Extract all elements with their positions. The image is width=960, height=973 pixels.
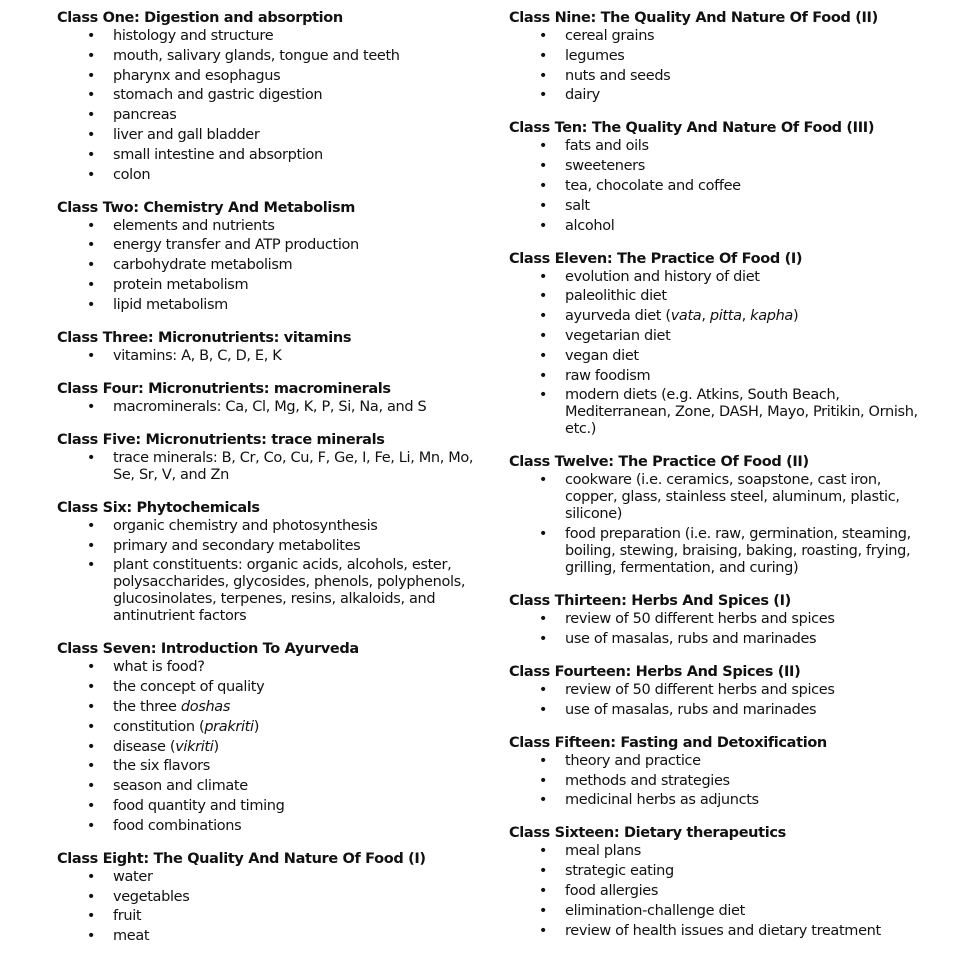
bullet-icon [538,158,548,175]
topic-text: energy transfer and ATP production [113,237,359,254]
bullet-icon [86,257,96,274]
bullet-icon [86,659,96,676]
topic-text: elements and nutrients [113,217,275,234]
bullet-icon [538,348,548,365]
bullet-icon [86,28,96,45]
class-section [509,591,929,648]
bullet-icon [86,818,96,835]
topic-list [57,218,477,314]
topic-text: food allergies [565,882,659,899]
topic-item [509,178,929,195]
topic-list [509,472,929,577]
topic-text: elimination-challenge diet [565,902,745,919]
bullet-icon [538,87,548,104]
topic-text: mouth, salivary glands, tongue and teeth [113,47,400,64]
topic-text: what is food? [113,659,205,676]
topic-text: methods and strategies [565,772,730,789]
topic-item [57,538,477,555]
bullet-icon [538,387,548,404]
topic-item [57,147,477,164]
bullet-icon [538,611,548,628]
topic-item [57,167,477,184]
class-section [57,639,477,834]
topic-item [57,28,477,45]
topic-item [509,368,929,385]
topic-list [509,138,929,234]
topic-text: use of masalas, rubs and marinades [565,630,817,647]
bullet-icon [538,288,548,305]
topic-text: paleolithic diet [565,288,667,305]
class-section [509,249,929,439]
class-title: Class Ten: The Quality And Nature Of Food (III) [509,120,875,137]
topic-item [509,138,929,155]
class-section [57,379,477,416]
class-section [57,8,477,184]
topic-text: review of health issues and dietary treatment [565,922,881,939]
bullet-icon [86,679,96,696]
bullet-icon [86,348,96,365]
topic-text: meat [113,928,150,945]
topic-text: cereal grains [565,28,655,44]
bullet-icon [86,297,96,314]
topic-text: disease (vikriti) [113,738,219,755]
bullet-icon [538,68,548,85]
topic-text: pharynx and esophagus [113,67,281,84]
topic-text: water [113,868,153,885]
topic-text: colon [113,166,151,183]
topic-item [509,87,929,104]
topic-item [57,928,477,945]
topic-item [57,127,477,144]
bullet-icon [86,399,96,416]
topic-list [57,518,477,626]
class-title: Class Eleven: The Practice Of Food (I) [509,250,803,267]
bullet-icon [538,863,548,880]
topic-item [509,863,929,880]
topic-item [509,68,929,85]
topic-text: stomach and gastric digestion [113,87,323,104]
topic-text: fats and oils [565,138,649,155]
topic-item [57,699,477,716]
bullet-icon [538,903,548,920]
topic-item [57,399,477,416]
topic-list [509,269,929,439]
topic-item [57,758,477,775]
topic-item [57,87,477,104]
topic-item [509,883,929,900]
topic-item [57,719,477,736]
topic-item [57,450,477,484]
topic-item [509,48,929,65]
topic-item [57,237,477,254]
bullet-icon [86,237,96,254]
topic-text: evolution and history of diet [565,268,760,285]
class-title: Class Three: Micronutrients: vitamins [57,329,352,346]
class-section [509,733,929,810]
bullet-icon [86,167,96,184]
class-title: Class Eight: The Quality And Nature Of Food (I) [57,850,426,867]
topic-text: raw foodism [565,367,651,384]
topic-text: season and climate [113,778,248,795]
topic-item [509,631,929,648]
bullet-icon [538,218,548,235]
bullet-icon [538,753,548,770]
topic-item [509,198,929,215]
class-title: Class Thirteen: Herbs And Spices (I) [509,593,791,610]
topic-text: carbohydrate metabolism [113,257,293,274]
topic-text: lipid metabolism [113,296,228,313]
topic-list [57,399,477,416]
class-section [57,198,477,314]
topic-text: the three doshas [113,698,231,715]
bullet-icon [538,198,548,215]
topic-item [57,679,477,696]
topic-text: modern diets (e.g. Atkins, South Beach, Mediterranean, Zone, DASH, Mayo, Pritikin, Ornish, etc.) [565,387,918,438]
class-title: Class Five: Micronutrients: trace minerals [57,431,385,448]
topic-list [509,611,929,648]
class-section [509,823,929,939]
bullet-icon [86,889,96,906]
topic-item [57,257,477,274]
bullet-icon [538,368,548,385]
bullet-icon [86,798,96,815]
bullet-icon [86,908,96,925]
topic-text: theory and practice [565,752,701,769]
bullet-icon [538,792,548,809]
bullet-icon [86,87,96,104]
topic-item [57,798,477,815]
topic-item [509,923,929,940]
topic-item [57,818,477,835]
topic-text: tea, chocolate and coffee [565,177,741,194]
bullet-icon [86,778,96,795]
topic-text: meal plans [565,843,641,860]
topic-item [57,908,477,925]
topic-text: ayurveda diet (vata, pitta, kapha) [565,308,799,325]
topic-item [57,557,477,625]
topic-item [57,277,477,294]
bullet-icon [86,48,96,65]
topic-text: plant constituents: organic acids, alcohols, ester, polysaccharides, glycosides, phenols, polyphenols, glucosinolates, terpenes, resins, alkaloids, and antinutrient factors [113,557,466,625]
class-title: Class Fourteen: Herbs And Spices (II) [509,663,801,680]
bullet-icon [538,526,548,543]
bullet-icon [86,557,96,574]
bullet-icon [86,277,96,294]
bullet-icon [86,758,96,775]
bullet-icon [86,538,96,555]
bullet-icon [538,472,548,489]
topic-item [57,659,477,676]
bullet-icon [86,739,96,756]
topic-list [509,682,929,719]
topic-list [509,843,929,939]
topic-text: macrominerals: Ca, Cl, Mg, K, P, Si, Na, and S [113,398,427,415]
topic-list [57,348,477,365]
topic-item [509,28,929,45]
topic-item [509,903,929,920]
topic-item [57,348,477,365]
bullet-icon [86,107,96,124]
class-title: Class Two: Chemistry And Metabolism [57,199,356,216]
topic-text: constitution (prakriti) [113,718,259,735]
topic-text: organic chemistry and photosynthesis [113,517,378,534]
topic-item [509,472,929,523]
topic-item [509,773,929,790]
topic-text: cookware (i.e. ceramics, soapstone, cast iron, copper, glass, stainless steel, aluminum, plastic, silicone) [565,472,900,523]
topic-text: primary and secondary metabolites [113,537,361,554]
topic-item [57,48,477,65]
class-section [57,328,477,365]
bullet-icon [86,869,96,886]
topic-item [509,526,929,577]
topic-text: protein metabolism [113,276,249,293]
topic-text: food preparation (i.e. raw, germination, steaming, boiling, stewing, braising, baking, roasting, frying, grilling, fermentation, and curing) [565,526,911,577]
topic-text: medicinal herbs as adjuncts [565,792,759,809]
topic-text: use of masalas, rubs and marinades [565,701,817,718]
topic-text: the concept of quality [113,679,265,696]
topic-item [57,218,477,235]
topic-text: histology and structure [113,28,274,44]
bullet-icon [538,682,548,699]
topic-item [57,778,477,795]
topic-item [509,348,929,365]
topic-item [57,107,477,124]
class-section [509,118,929,234]
bullet-icon [86,68,96,85]
class-title: Class One: Digestion and absorption [57,10,343,26]
bullet-icon [538,328,548,345]
bullet-icon [538,48,548,65]
topic-item [509,269,929,286]
topic-text: salt [565,197,590,214]
topic-item [57,739,477,756]
class-title: Class Six: Phytochemicals [57,499,260,516]
topic-text: strategic eating [565,863,674,880]
topic-item [509,308,929,325]
class-title: Class Seven: Introduction To Ayurveda [57,641,359,658]
topic-item [509,328,929,345]
bullet-icon [86,147,96,164]
topic-list [57,659,477,834]
topic-text: dairy [565,87,600,104]
bullet-icon [538,702,548,719]
topic-text: liver and gall bladder [113,126,260,143]
bullet-icon [538,773,548,790]
class-title: Class Four: Micronutrients: macrominerals [57,380,391,397]
topic-list [57,28,477,184]
topic-item [57,889,477,906]
topic-list [509,28,929,104]
topic-text: sweeteners [565,158,645,175]
class-title: Class Nine: The Quality And Nature Of Food (II) [509,10,878,26]
class-section [57,430,477,484]
topic-item [509,753,929,770]
class-section [509,662,929,719]
topic-text: legumes [565,47,625,64]
topic-text: food quantity and timing [113,797,285,814]
topic-text: the six flavors [113,758,210,775]
bullet-icon [538,923,548,940]
topic-text: nuts and seeds [565,67,671,84]
topic-text: small intestine and absorption [113,146,323,163]
class-section [509,8,929,104]
topic-item [57,68,477,85]
bullet-icon [538,269,548,286]
topic-item [57,518,477,535]
topic-item [509,288,929,305]
topic-text: vegan diet [565,347,639,364]
bullet-icon [538,138,548,155]
class-section [57,498,477,626]
topic-item [509,158,929,175]
topic-text: vegetarian diet [565,327,671,344]
topic-item [509,218,929,235]
bullet-icon [538,178,548,195]
topic-item [509,611,929,628]
topic-text: review of 50 different herbs and spices [565,681,835,698]
topic-text: review of 50 different herbs and spices [565,611,835,628]
topic-text: alcohol [565,217,615,234]
class-section [509,452,929,577]
topic-list [57,450,477,484]
right-column [509,8,929,954]
bullet-icon [86,218,96,235]
bullet-icon [538,631,548,648]
class-title: Class Fifteen: Fasting and Detoxification [509,734,827,751]
bullet-icon [538,843,548,860]
topic-item [509,792,929,809]
topic-text: trace minerals: B, Cr, Co, Cu, F, Ge, I, Fe, Li, Mn, Mo, Se, Sr, V, and Zn [113,449,474,483]
topic-text: pancreas [113,107,177,124]
topic-text: food combinations [113,817,242,834]
class-title: Class Twelve: The Practice Of Food (II) [509,454,809,471]
bullet-icon [86,127,96,144]
topic-item [509,387,929,438]
topic-list [57,869,477,945]
class-section [57,849,477,945]
class-title: Class Sixteen: Dietary therapeutics [509,825,786,842]
topic-text: vegetables [113,888,190,905]
left-column [57,8,477,959]
bullet-icon [86,719,96,736]
bullet-icon [86,518,96,535]
bullet-icon [538,308,548,325]
bullet-icon [86,699,96,716]
bullet-icon [538,883,548,900]
topic-item [57,869,477,886]
topic-item [57,297,477,314]
topic-list [509,753,929,810]
topic-text: vitamins: A, B, C, D, E, K [113,347,282,364]
topic-item [509,682,929,699]
bullet-icon [538,28,548,45]
topic-text: fruit [113,908,142,925]
bullet-icon [86,928,96,945]
bullet-icon [86,450,96,467]
topic-item [509,843,929,860]
topic-item [509,702,929,719]
